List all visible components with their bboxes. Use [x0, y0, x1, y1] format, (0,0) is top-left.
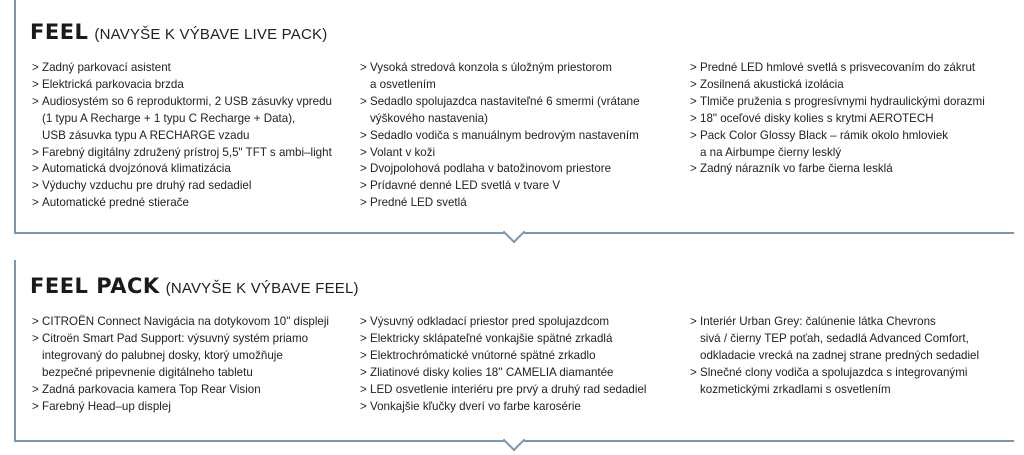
- feature-item-text: Tlmiče pruženia s progresívnymi hydraulickými dorazmi: [700, 94, 985, 108]
- feature-item: [32, 314, 329, 331]
- feature-item: [32, 161, 332, 178]
- feature-item-text: Pack Color Glossy Black – rámik okolo hmloviek: [700, 128, 949, 142]
- feature-item-text: Dvojpolohová podlaha v batožinovom priestore: [370, 162, 612, 176]
- feature-item: [360, 145, 640, 162]
- feature-item-text: Sedadlo spolujazdca nastaviteľné 6 smermi (vrátane: [370, 94, 640, 108]
- feature-item-text: Zosilnená akustická izolácia: [700, 77, 844, 91]
- feature-item: [32, 145, 332, 162]
- feature-column: [32, 314, 329, 415]
- feature-item-text: Automatické predné stierače: [42, 196, 189, 210]
- feature-item: [690, 60, 985, 77]
- feature-item-text: CITROËN Connect Navigácia na dotykovom 10" displeji: [42, 315, 330, 328]
- feature-item-continuation: odkladacie vrecká na zadnej strane predných sedadiel: [700, 348, 980, 362]
- feature-item-text: Automatická dvojzónová klimatizácia: [42, 162, 231, 176]
- section-title: [30, 274, 359, 298]
- section-title-main: FEEL: [30, 20, 89, 44]
- feature-item-text: Predné LED svetlá: [370, 196, 467, 210]
- section-title-sub: (NAVYŠE K VÝBAVE LIVE PACK): [94, 26, 328, 43]
- feature-item: [690, 314, 979, 365]
- feature-item-text: Elektrická parkovacia brzda: [42, 77, 184, 91]
- feature-item-text: Vysoká stredová konzola s úložným priestorom: [370, 61, 612, 74]
- feature-item-text: Vonkajšie kľučky dverí vo farbe karosérie: [370, 399, 581, 413]
- feature-item: [360, 382, 646, 399]
- feature-item-continuation: integrovaný do palubnej dosky, ktorý umožňuje: [42, 348, 283, 362]
- feature-item: [32, 60, 332, 77]
- feature-item-continuation: USB zásuvka typu A RECHARGE vzadu: [42, 128, 250, 142]
- feature-item-text: Zadný parkovací asistent: [42, 61, 171, 74]
- feature-item-text: Výduchy vzduchu pre druhý rad sedadiel: [42, 179, 252, 193]
- feature-item-text: Zliatinové disky kolies 18'' CAMELIA diamantée: [370, 365, 614, 379]
- feature-item: [360, 365, 646, 382]
- feature-item-text: Slnečné clony vodiča a spolujazdca s integrovanými: [700, 365, 968, 379]
- feature-item: [690, 128, 985, 162]
- feature-item-text: Zadná parkovacia kamera Top Rear Vision: [42, 382, 261, 396]
- feature-item: [32, 195, 332, 212]
- feature-item-text: Sedadlo vodiča s manuálnym bedrovým nastavením: [370, 128, 639, 142]
- feature-column: [360, 60, 640, 212]
- feature-item-text: Predné LED hmlové svetlá s prisvecovaním do zákrut: [700, 61, 976, 74]
- feature-item-continuation: bezpečné pripevnenie digitálneho tabletu: [42, 365, 253, 379]
- feature-item-continuation: kozmetickými zrkadlami s osvetlením: [700, 382, 891, 396]
- feature-item-text: Volant v koži: [370, 145, 436, 159]
- section-feel-pack: [14, 260, 1024, 455]
- feature-item-text: Elektrochrómatické vnútorné spätné zrkadlo: [370, 348, 596, 362]
- feature-item: [360, 60, 640, 94]
- feature-item: [360, 399, 646, 416]
- feature-item: [360, 195, 640, 212]
- feature-item-text: Citroën Smart Pad Support: výsuvný systém priamo: [42, 331, 309, 345]
- feature-item: [690, 111, 985, 128]
- section-title: [30, 20, 327, 44]
- feature-item: [360, 348, 646, 365]
- feature-item: [360, 331, 646, 348]
- feature-item-text: Zadný nárazník vo farbe čierna lesklá: [700, 162, 893, 176]
- section-title-main: FEEL PACK: [30, 274, 160, 298]
- feature-item-text: Elektricky sklápateľné vonkajšie spätné zrkadlá: [370, 331, 613, 345]
- section-feel: [14, 0, 1024, 246]
- feature-item-text: 18" oceľové disky kolies s krytmi AEROTECH: [700, 111, 934, 125]
- feature-item-continuation: (1 typu A Recharge + 1 typu C Recharge + Data),: [42, 111, 296, 125]
- feature-item: [360, 178, 640, 195]
- feature-item-continuation: výškového nastavenia): [370, 111, 488, 125]
- feature-item: [360, 128, 640, 145]
- feature-item-text: Farebný digitálny združený prístroj 5,5" TFT s ambi–light: [42, 145, 332, 159]
- feature-item: [32, 77, 332, 94]
- feature-item-text: Výsuvný odkladací priestor pred spolujazdcom: [370, 315, 610, 328]
- feature-item: [690, 365, 979, 399]
- feature-item: [32, 94, 332, 145]
- feature-column: [690, 314, 979, 399]
- feature-item: [32, 331, 329, 382]
- feature-column: [690, 60, 985, 178]
- feature-item: [360, 314, 646, 331]
- feature-item-continuation: a na Airbumpe čierny lesklý: [700, 145, 842, 159]
- feature-item-continuation: a osvetlením: [370, 77, 436, 91]
- feature-item: [32, 382, 329, 399]
- feature-item: [32, 399, 329, 416]
- feature-item-text: Farebný Head–up displej: [42, 399, 171, 413]
- section-title-sub: (NAVYŠE K VÝBAVE FEEL): [165, 280, 359, 297]
- feature-item: [360, 94, 640, 128]
- feature-item-text: Interiér Urban Grey: čalúnenie látka Chevrons: [700, 315, 936, 328]
- feature-column: [32, 60, 332, 212]
- feature-item: [690, 77, 985, 94]
- feature-item: [360, 161, 640, 178]
- feature-item: [690, 161, 985, 178]
- feature-item-text: LED osvetlenie interiéru pre prvý a druhý rad sedadiel: [370, 382, 647, 396]
- feature-item-continuation: sivá / čierny TEP poťah, sedadlá Advanced Comfort,: [700, 331, 969, 345]
- feature-column: [360, 314, 646, 415]
- feature-item-text: Audiosystém so 6 reproduktormi, 2 USB zásuvky vpredu: [42, 94, 332, 108]
- feature-item: [690, 94, 985, 111]
- feature-item-text: Prídavné denné LED svetlá v tvare V: [370, 179, 561, 193]
- feature-item: [32, 178, 332, 195]
